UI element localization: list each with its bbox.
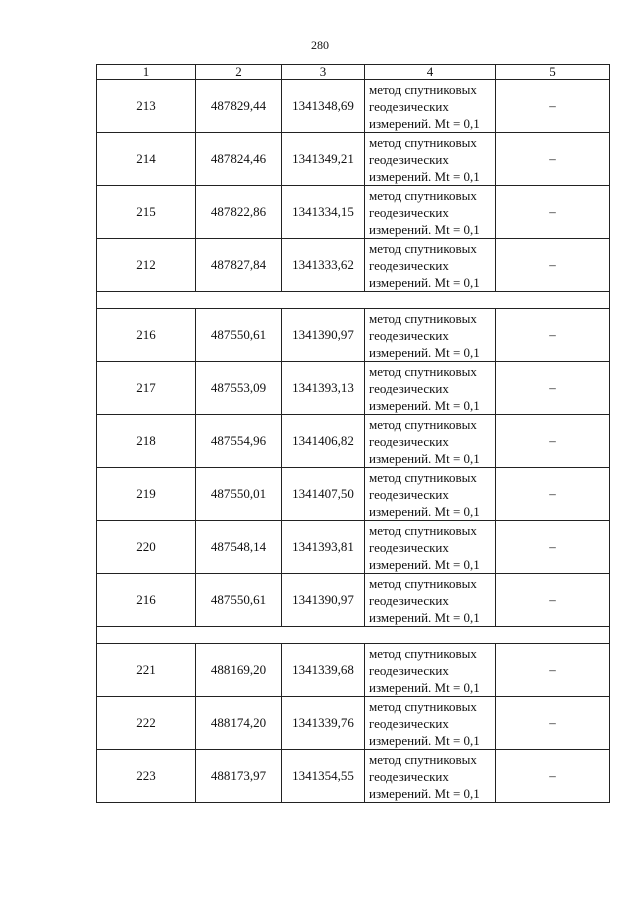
note-cell: – (496, 468, 610, 521)
point-number-cell: 214 (97, 133, 196, 186)
table-row (97, 468, 610, 521)
method-text-line: метод спутниковых (369, 645, 477, 661)
method-text-line: измерений. Mt = 0,1 (369, 679, 480, 695)
method-cell (365, 362, 496, 415)
method-text-line: измерений. Mt = 0,1 (369, 168, 480, 184)
y-coordinate-cell: 1341390,97 (282, 574, 365, 627)
y-coordinate-cell: 1341354,55 (282, 750, 365, 803)
method-text-line: метод спутниковых (369, 134, 477, 150)
method-text-line: метод спутниковых (369, 310, 477, 326)
note-cell: – (496, 521, 610, 574)
method-text-line: геодезических (369, 433, 449, 449)
note-cell: – (496, 133, 610, 186)
table-row (97, 239, 610, 292)
method-text-line: геодезических (369, 327, 449, 343)
point-number-cell: 219 (97, 468, 196, 521)
table-row (97, 186, 610, 239)
x-coordinate-cell: 487548,14 (196, 521, 282, 574)
y-coordinate-cell: 1341393,13 (282, 362, 365, 415)
note-cell: – (496, 415, 610, 468)
method-text-line: метод спутниковых (369, 469, 477, 485)
method-text-line: измерений. Mt = 0,1 (369, 274, 480, 290)
method-text-line: метод спутниковых (369, 240, 477, 256)
table-body (97, 80, 610, 803)
method-cell (365, 186, 496, 239)
method-text-line: измерений. Mt = 0,1 (369, 115, 480, 131)
column-header-1: 1 (97, 65, 196, 80)
y-coordinate-cell: 1341339,68 (282, 644, 365, 697)
method-text-line: геодезических (369, 257, 449, 273)
group-separator-row (97, 292, 610, 309)
method-text-line: метод спутниковых (369, 81, 477, 97)
method-cell (365, 697, 496, 750)
note-cell: – (496, 80, 610, 133)
y-coordinate-cell: 1341333,62 (282, 239, 365, 292)
method-text-line: измерений. Mt = 0,1 (369, 221, 480, 237)
method-text-line: метод спутниковых (369, 575, 477, 591)
table-row (97, 80, 610, 133)
method-text-line: геодезических (369, 486, 449, 502)
note-cell: – (496, 186, 610, 239)
method-text-line: геодезических (369, 539, 449, 555)
point-number-cell: 220 (97, 521, 196, 574)
method-text-line: метод спутниковых (369, 751, 477, 767)
group-separator-row (97, 627, 610, 644)
note-cell: – (496, 697, 610, 750)
x-coordinate-cell: 487550,61 (196, 309, 282, 362)
method-text-line: измерений. Mt = 0,1 (369, 556, 480, 572)
method-text-line: метод спутниковых (369, 363, 477, 379)
method-cell (365, 133, 496, 186)
table-row (97, 415, 610, 468)
point-number-cell: 221 (97, 644, 196, 697)
column-header-5: 5 (496, 65, 610, 80)
x-coordinate-cell: 487829,44 (196, 80, 282, 133)
y-coordinate-cell: 1341348,69 (282, 80, 365, 133)
method-text-line: измерений. Mt = 0,1 (369, 450, 480, 466)
table-row (97, 362, 610, 415)
method-text-line: измерений. Mt = 0,1 (369, 609, 480, 625)
header-row (97, 65, 610, 80)
page-number: 280 (311, 38, 329, 52)
y-coordinate-cell: 1341407,50 (282, 468, 365, 521)
y-coordinate-cell: 1341339,76 (282, 697, 365, 750)
table-row (97, 644, 610, 697)
table-row (97, 574, 610, 627)
method-cell (365, 521, 496, 574)
method-text-line: геодезических (369, 151, 449, 167)
method-text-line: измерений. Mt = 0,1 (369, 344, 480, 360)
x-coordinate-cell: 488169,20 (196, 644, 282, 697)
separator-cell (97, 627, 610, 644)
point-number-cell: 223 (97, 750, 196, 803)
method-text-line: метод спутниковых (369, 698, 477, 714)
method-text-line: метод спутниковых (369, 187, 477, 203)
point-number-cell: 212 (97, 239, 196, 292)
table-row (97, 750, 610, 803)
method-text-line: геодезических (369, 592, 449, 608)
method-text-line: измерений. Mt = 0,1 (369, 732, 480, 748)
note-cell: – (496, 309, 610, 362)
method-cell (365, 750, 496, 803)
method-cell (365, 574, 496, 627)
x-coordinate-cell: 488173,97 (196, 750, 282, 803)
method-cell (365, 415, 496, 468)
method-cell (365, 468, 496, 521)
table-row (97, 309, 610, 362)
note-cell: – (496, 239, 610, 292)
method-cell (365, 239, 496, 292)
note-cell: – (496, 750, 610, 803)
table-row (97, 697, 610, 750)
x-coordinate-cell: 487550,61 (196, 574, 282, 627)
point-number-cell: 217 (97, 362, 196, 415)
table-row (97, 521, 610, 574)
y-coordinate-cell: 1341406,82 (282, 415, 365, 468)
x-coordinate-cell: 487822,86 (196, 186, 282, 239)
column-header-4: 4 (365, 65, 496, 80)
method-text-line: измерений. Mt = 0,1 (369, 397, 480, 413)
column-header-3: 3 (282, 65, 365, 80)
x-coordinate-cell: 488174,20 (196, 697, 282, 750)
y-coordinate-cell: 1341393,81 (282, 521, 365, 574)
point-number-cell: 213 (97, 80, 196, 133)
method-text-line: метод спутниковых (369, 522, 477, 538)
point-number-cell: 222 (97, 697, 196, 750)
x-coordinate-cell: 487824,46 (196, 133, 282, 186)
x-coordinate-cell: 487554,96 (196, 415, 282, 468)
point-number-cell: 216 (97, 309, 196, 362)
y-coordinate-cell: 1341334,15 (282, 186, 365, 239)
point-number-cell: 216 (97, 574, 196, 627)
note-cell: – (496, 574, 610, 627)
method-text-line: геодезических (369, 662, 449, 678)
note-cell: – (496, 362, 610, 415)
method-text-line: геодезических (369, 98, 449, 114)
point-number-cell: 215 (97, 186, 196, 239)
x-coordinate-cell: 487550,01 (196, 468, 282, 521)
method-text-line: геодезических (369, 715, 449, 731)
x-coordinate-cell: 487553,09 (196, 362, 282, 415)
y-coordinate-cell: 1341390,97 (282, 309, 365, 362)
method-text-line: измерений. Mt = 0,1 (369, 503, 480, 519)
coordinates-table (96, 64, 610, 803)
point-number-cell: 218 (97, 415, 196, 468)
method-text-line: измерений. Mt = 0,1 (369, 785, 480, 801)
x-coordinate-cell: 487827,84 (196, 239, 282, 292)
table-row (97, 133, 610, 186)
method-text-line: метод спутниковых (369, 416, 477, 432)
note-cell: – (496, 644, 610, 697)
separator-cell (97, 292, 610, 309)
method-cell (365, 309, 496, 362)
method-cell (365, 80, 496, 133)
y-coordinate-cell: 1341349,21 (282, 133, 365, 186)
method-text-line: геодезических (369, 380, 449, 396)
method-text-line: геодезических (369, 768, 449, 784)
column-header-2: 2 (196, 65, 282, 80)
method-cell (365, 644, 496, 697)
method-text-line: геодезических (369, 204, 449, 220)
